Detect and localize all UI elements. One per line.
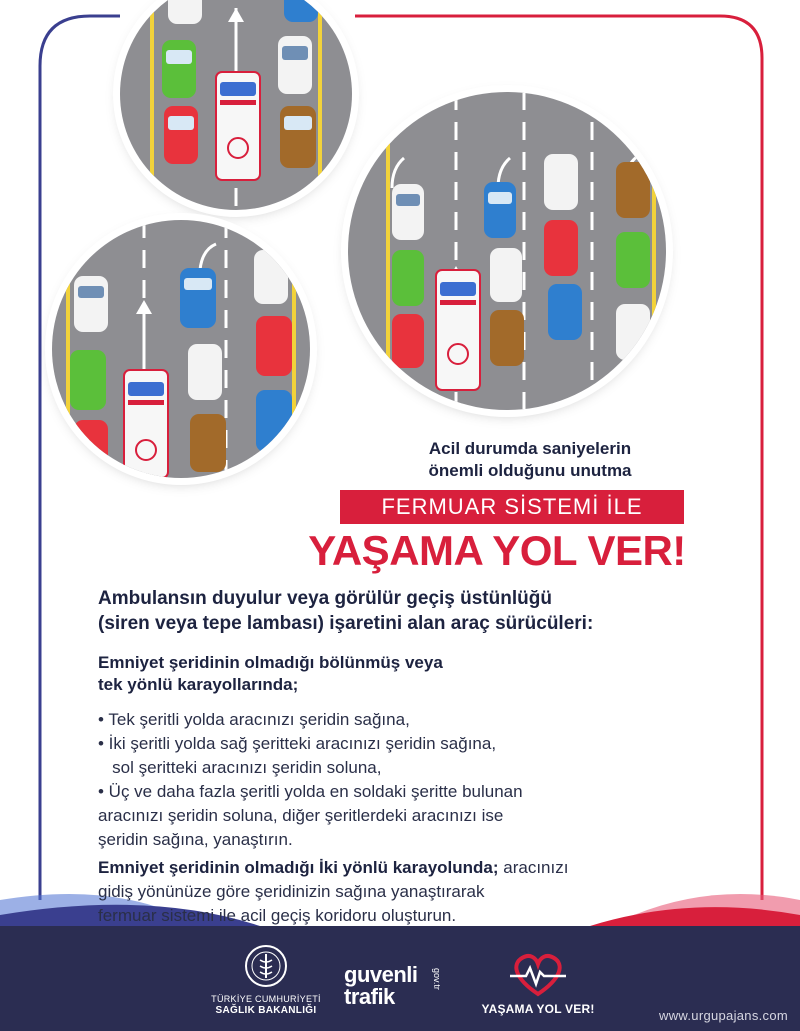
section-title [98,652,698,696]
trafik-gov: gov.tr [432,968,442,990]
list-item: aracınızı şeridin soluna, diğer şeritlerdeki aracınızı ise [98,806,504,825]
list-item: sol şeritteki aracınızı şeridin soluna, [98,758,382,777]
list-item: • Tek şeritli yolda aracınızı şeridin sağına, [98,710,410,729]
headline-line-2: önemli olduğunu unutma [428,461,632,480]
section-title-line-1: Emniyet şeridinin olmadığı bölünmüş veya [98,653,443,672]
list-item: • İki şeritli yolda sağ şeritteki aracınızı şeridin sağına, [98,734,497,753]
fermuar-banner: FERMUAR SİSTEMİ İLE [340,490,684,524]
heart-pulse-icon [508,950,568,998]
closing-rest: aracınızı [498,858,569,877]
yolver-text: YAŞAMA YOL VER! [481,1002,595,1016]
bullet-list [98,708,718,852]
ministry-logo [210,944,322,1017]
headline-line-1: Acil durumda saniyelerin [428,439,632,458]
closing-paragraph [98,856,738,928]
illustration-two-lane [52,220,310,478]
intro-line-2: (siren veya tepe lambası) işaretini alan araç sürücüleri: [98,613,594,634]
ministry-emblem-icon [244,944,288,988]
intro-text [98,586,758,636]
closing-line-3: fermuar sistemi ile acil geçiş koridoru oluşturun. [98,906,457,925]
closing-line-2: gidiş yönünüze göre şeridinizin sağına yanaştırarak [98,882,485,901]
slogan-title: YAŞAMA YOL VER! [308,527,686,574]
list-item: • Üç ve daha fazla şeritli yolda en soldaki şeritte bulunan [98,782,523,801]
trafik-line-2: trafik [344,984,395,1009]
illustration-multi-lane [348,92,666,410]
intro-line-1: Ambulansın duyulur veya görülür geçiş üstünlüğü [98,588,552,609]
guvenli-trafik-logo [344,964,444,1008]
ministry-line-2: SAĞLIK BAKANLIĞI [215,1005,317,1016]
list-item: şeridin sağına, yanaştırın. [98,830,293,849]
headline [380,438,680,482]
section-title-line-2: tek yönlü karayollarında; [98,675,299,694]
yasama-yol-ver-logo [480,950,596,1016]
ministry-line-1: TÜRKİYE CUMHURİYETİ [211,994,321,1004]
trafik-line-1: guvenli [344,962,418,987]
closing-bold: Emniyet şeridinin olmadığı İki yönlü karayolunda; [98,858,499,877]
watermark: www.urgupajans.com [659,1008,788,1023]
